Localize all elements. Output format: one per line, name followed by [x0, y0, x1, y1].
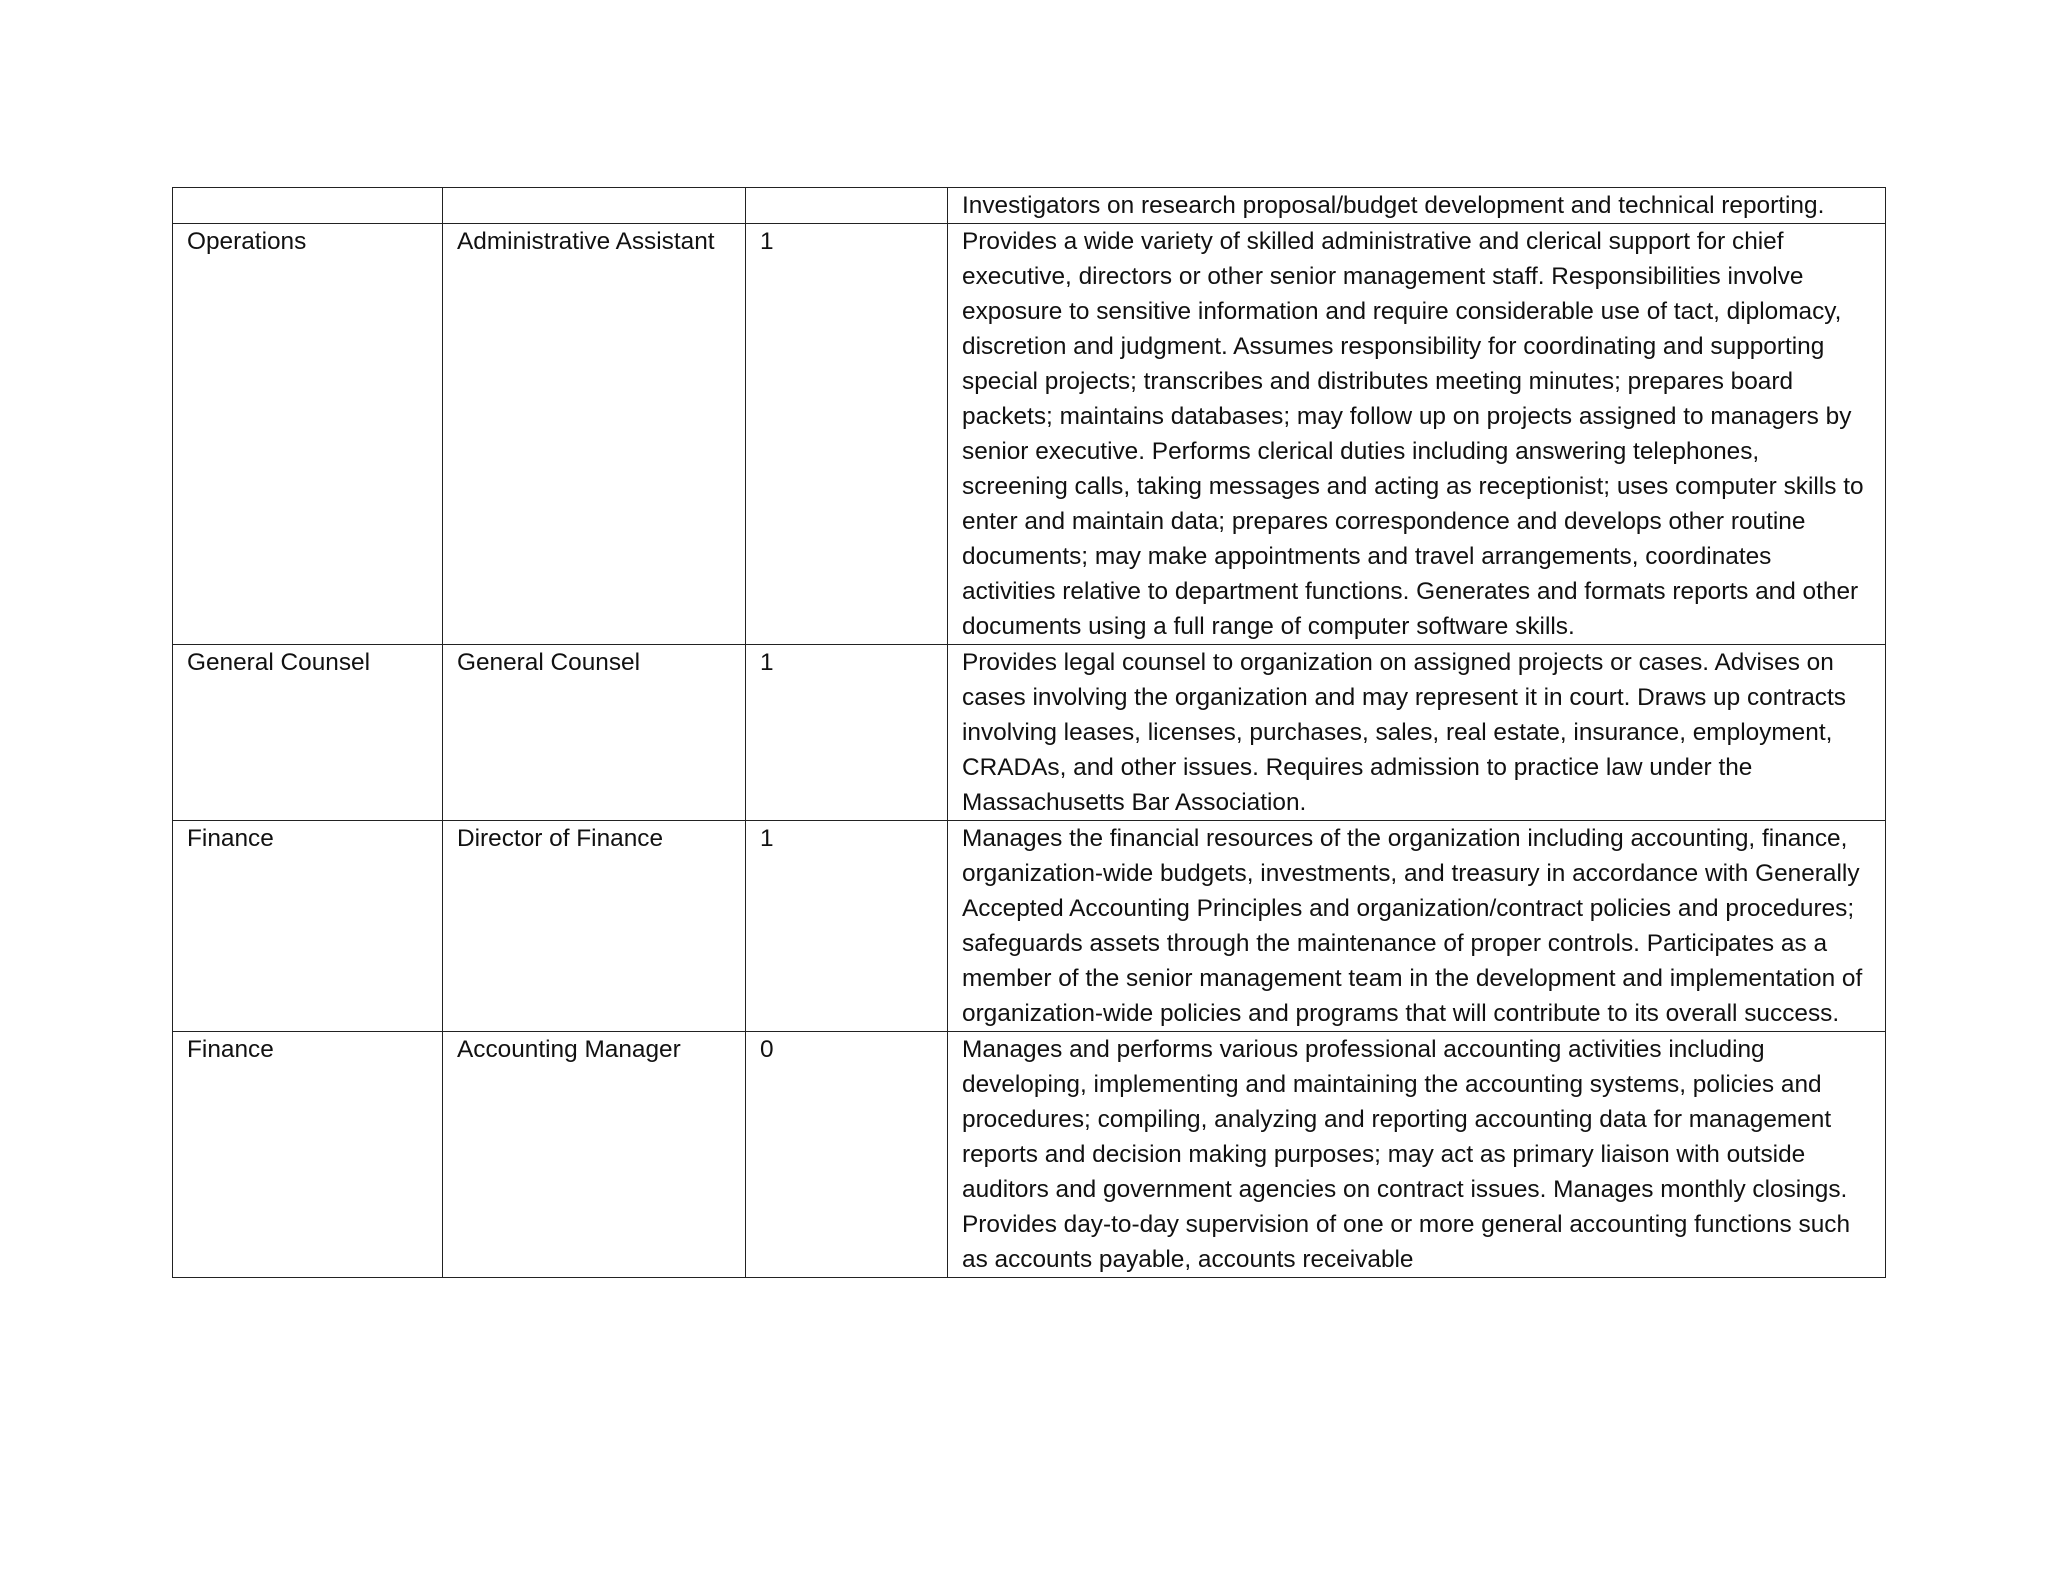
position-count-cell: 1 [746, 224, 948, 645]
position-count-cell [746, 188, 948, 224]
position-title-cell: Accounting Manager [443, 1032, 746, 1278]
department-cell: Finance [173, 1032, 443, 1278]
table-row [173, 821, 1886, 1032]
table-row [173, 188, 1886, 224]
description-cell: Manages the financial resources of the organization including accounting, finance, organization-wide budgets, investments, and treasury in accordance with Generally Accepted Accounting Principles and organization/contract policies and procedures; safeguards assets through the maintenance of proper controls. Participates as a member of the senior management team in the development and implementation of organization-wide policies and programs that will contribute to its overall success. [948, 821, 1886, 1032]
position-count-cell: 1 [746, 645, 948, 821]
department-cell: Operations [173, 224, 443, 645]
position-title-cell: Administrative Assistant [443, 224, 746, 645]
table-row [173, 645, 1886, 821]
department-cell: General Counsel [173, 645, 443, 821]
position-title-cell [443, 188, 746, 224]
staffing-table [172, 187, 1886, 1278]
description-cell: Provides a wide variety of skilled administrative and clerical support for chief executive, directors or other senior management staff. Responsibilities involve exposure to sensitive information and require considerable use of tact, diplomacy, discretion and judgment. Assumes responsibility for coordinating and supporting special projects; transcribes and distributes meeting minutes; prepares board packets; maintains databases; may follow up on projects assigned to managers by senior executive. Performs clerical duties including answering telephones, screening calls, taking messages and acting as receptionist; uses computer skills to enter and maintain data; prepares correspondence and develops other routine documents; may make appointments and travel arrangements, coordinates activities relative to department functions. Generates and formats reports and other documents using a full range of computer software skills. [948, 224, 1886, 645]
table-row [173, 1032, 1886, 1278]
department-cell [173, 188, 443, 224]
position-count-cell: 0 [746, 1032, 948, 1278]
description-cell: Provides legal counsel to organization on assigned projects or cases. Advises on cases involving the organization and may represent it in court. Draws up contracts involving leases, licenses, purchases, sales, real estate, insurance, employment, CRADAs, and other issues. Requires admission to practice law under the Massachusetts Bar Association. [948, 645, 1886, 821]
department-cell: Finance [173, 821, 443, 1032]
position-title-cell: Director of Finance [443, 821, 746, 1032]
description-cell: Manages and performs various professional accounting activities including developing, implementing and maintaining the accounting systems, policies and procedures; compiling, analyzing and reporting accounting data for management reports and decision making purposes; may act as primary liaison with outside auditors and government agencies on contract issues. Manages monthly closings. Provides day-to-day supervision of one or more general accounting functions such as accounts payable, accounts receivable [948, 1032, 1886, 1278]
description-cell: Investigators on research proposal/budget development and technical reporting. [948, 188, 1886, 224]
table-row [173, 224, 1886, 645]
position-title-cell: General Counsel [443, 645, 746, 821]
position-count-cell: 1 [746, 821, 948, 1032]
